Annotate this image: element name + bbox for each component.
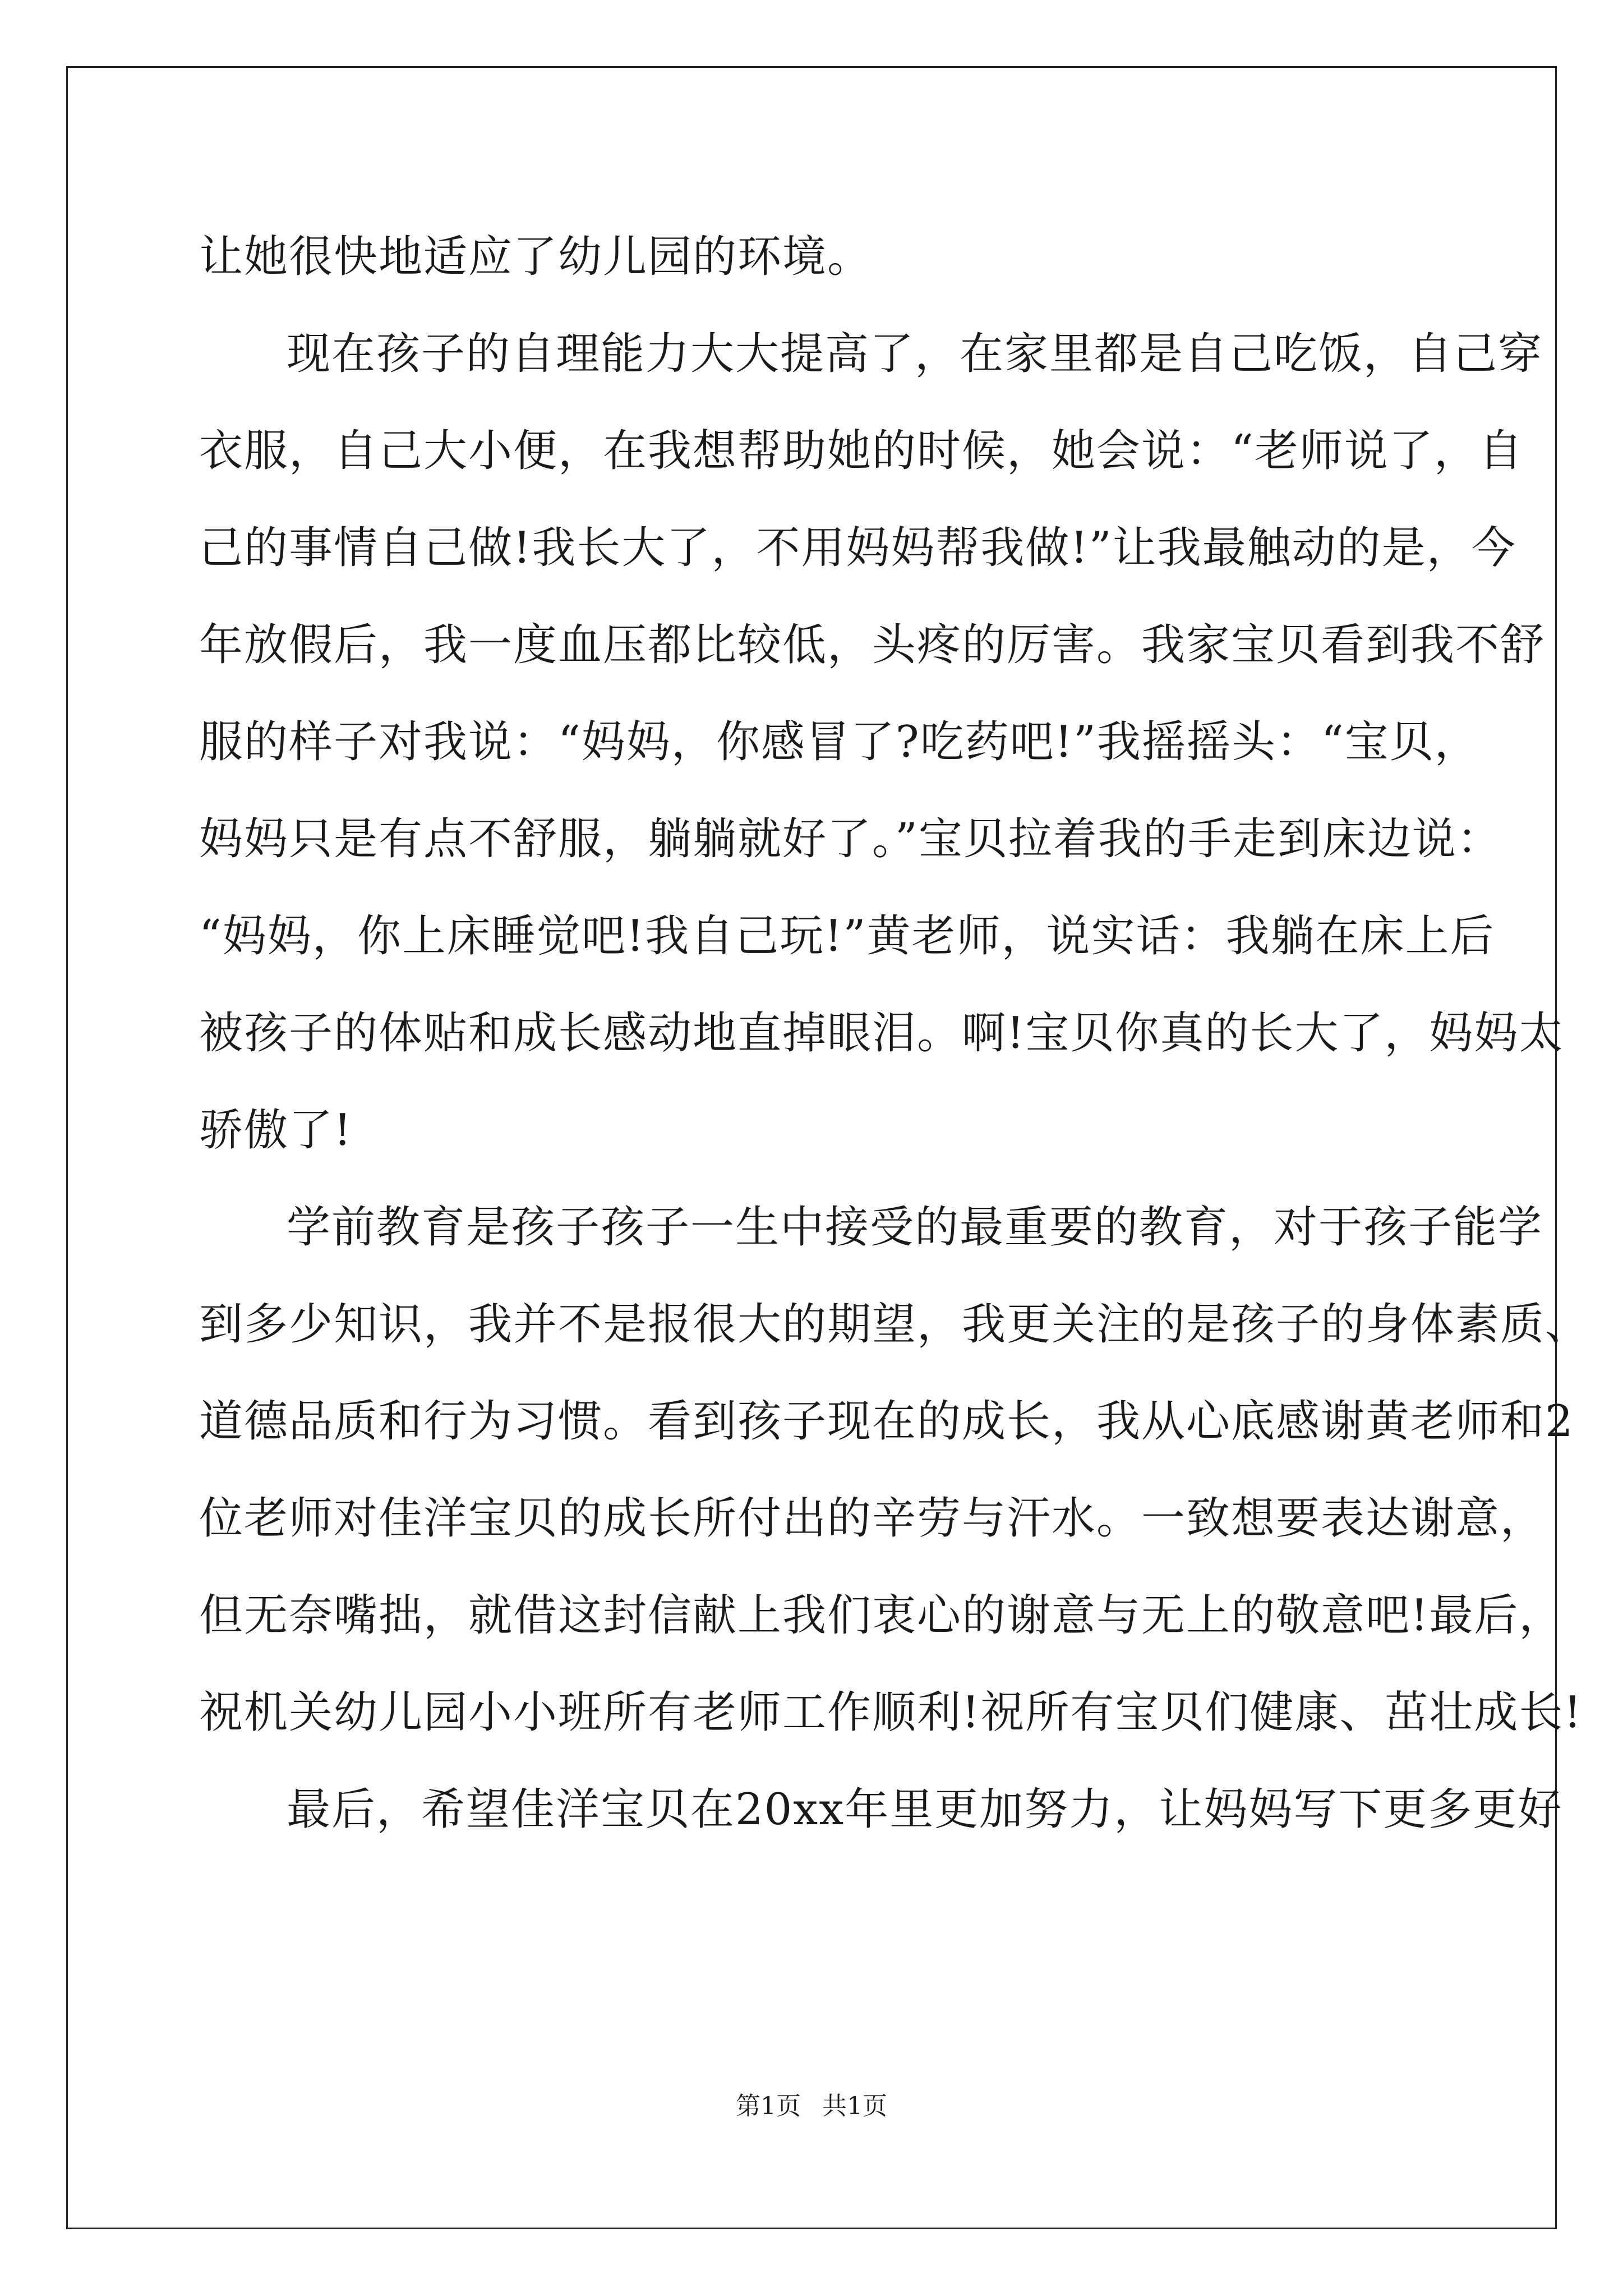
text-line: 骄傲了! xyxy=(199,1105,353,1156)
page-footer xyxy=(0,2090,1623,2123)
page-number-total: 共1页 xyxy=(822,2092,887,2120)
text-line: 年放假后，我一度血压都比较低，头疼的厉害。我家宝贝看到我不舒 xyxy=(199,620,1546,670)
paragraph-start-line: 学前教育是孩子孩子一生中接受的最重要的教育，对于孩子能学 xyxy=(287,1202,1543,1253)
text-line: 被孩子的体贴和成长感动地直掉眼泪。啊!宝贝你真的长大了，妈妈太 xyxy=(199,1008,1564,1059)
text-line: 但无奈嘴拙，就借这封信献上我们衷心的谢意与无上的敬意吧!最后， xyxy=(199,1590,1564,1641)
text-line: 己的事情自己做!我长大了，不用妈妈帮我做!”让我最触动的是，今 xyxy=(199,523,1516,573)
paragraph-start-line: 现在孩子的自理能力大大提高了，在家里都是自己吃饭，自己穿 xyxy=(287,329,1543,379)
text-line: 祝机关幼儿园小小班所有老师工作顺利!祝所有宝贝们健康、茁壮成长! xyxy=(199,1687,1583,1738)
text-line: 让她很快地适应了幼儿园的环境。 xyxy=(199,232,873,282)
text-line: 位老师对佳洋宝贝的成长所付出的辛劳与汗水。一致想要表达谢意， xyxy=(199,1493,1546,1544)
text-line: 衣服，自己大小便，在我想帮助她的时候，她会说：“老师说了，自 xyxy=(199,426,1524,476)
text-line: 道德品质和行为习惯。看到孩子现在的成长，我从心底感谢黄老师和2 xyxy=(199,1396,1574,1447)
text-line: 到多少知识，我并不是报很大的期望，我更关注的是孩子的身体素质、 xyxy=(199,1299,1590,1350)
text-line: 妈妈只是有点不舒服，躺躺就好了。”宝贝拉着我的手走到床边说： xyxy=(199,814,1502,864)
text-line: “妈妈，你上床睡觉吧!我自己玩!”黄老师，说实话：我躺在床上后 xyxy=(199,911,1495,961)
letter-body xyxy=(199,209,1590,1858)
page-number-current: 第1页 xyxy=(736,2092,801,2120)
text-line: 服的样子对我说：“妈妈，你感冒了?吃药吧!”我摇摇头：“宝贝， xyxy=(199,717,1479,767)
paragraph-start-line: 最后，希望佳洋宝贝在20xx年里更加努力，让妈妈写下更多更好 xyxy=(287,1784,1563,1835)
